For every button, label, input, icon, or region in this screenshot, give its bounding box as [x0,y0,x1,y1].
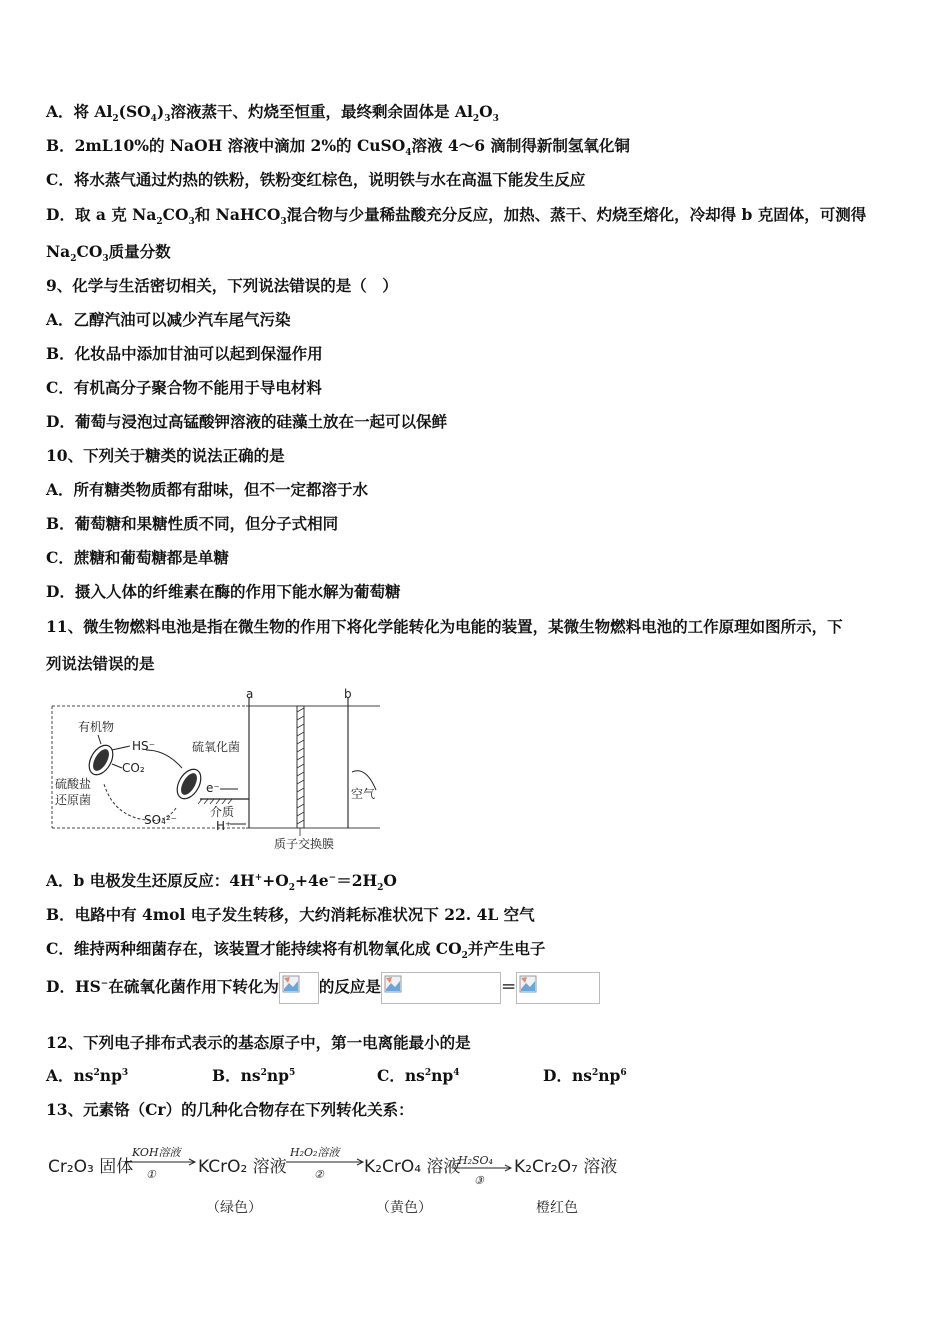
q8-option-c: C．将水蒸气通过灼热的铁粉，铁粉变红棕色，说明铁与水在高温下能发生反应 [46,170,586,189]
air-label: 空气 [351,787,376,801]
q9-option-c: C．有机高分子聚合物不能用于导电材料 [46,378,322,397]
hs-label: HS⁻ [132,739,155,753]
q12-option-d: D．$ns^2np^6$ [543,1066,627,1085]
q11-option-a: A．b 电极发生还原反应：$4H^++O_2+4e^-=2H_2O$ [46,871,397,894]
reagent-koh: KOH溶液 [132,1146,181,1159]
medium-label: 介质 [210,805,235,819]
q10-option-a: A．所有糖类物质都有甜味，但不一定都溶于水 [46,480,369,499]
q10-stem: 10、下列关于糖类的说法正确的是 [46,446,285,465]
q10-option-c: C．蔗糖和葡萄糖都是单糖 [46,548,229,567]
step-2-label: ② [314,1168,324,1181]
electrode-a-label: a [246,688,254,701]
q11-option-b: B．电路中有 4mol 电子发生转移，大约消耗标准状况下 22. 4L 空气 [46,905,535,924]
color-orange-red: 橙红色 [536,1200,578,1216]
sulfur-oxidizer-label: 硫氧化菌 [192,740,241,754]
q12-stem: 12、下列电子排布式表示的基态原子中，第一电离能最小的是 [46,1033,471,1052]
species-kcro2: KCrO₂ 溶液 [198,1157,287,1177]
q9-option-b: B．化妆品中添加甘油可以起到保湿作用 [46,344,323,363]
color-green: （绿色） [206,1200,262,1216]
sulfate-reducer-label-2: 还原菌 [55,793,92,807]
co2-label: CO₂ [122,761,145,775]
q9-stem: 9、化学与生活密切相关，下列说法错误的是（ ） [46,276,398,295]
reagent-h2o2: H₂O₂溶液 [290,1146,340,1159]
q8-option-d-line2: $Na_2CO_3$质量分数 [46,242,171,265]
color-yellow: （黄色） [376,1200,432,1216]
q9-option-a: A．乙醇汽油可以减少汽车尾气污染 [46,310,291,329]
h-plus-label: H⁺ [216,819,232,833]
q12-option-b: B．$ns^2np^5$ [212,1066,296,1085]
species-cr2o3: Cr₂O₃ 固体 [48,1157,134,1177]
species-k2cr2o7: K₂Cr₂O₇ 溶液 [514,1157,618,1177]
chromium-conversion-scheme [46,1142,626,1226]
broken-image-icon [516,972,600,1004]
q9-option-d: D．葡萄与浸泡过高锰酸钾溶液的硅藻土放在一起可以保鲜 [46,412,447,431]
q8-option-d: D．取 a 克 $Na_2CO_3$和 NaHCO$_3$混合物与少量稀盐酸充分反应，加热、蒸干、灼烧至熔化，冷却得 b 克固体，可测得 [46,205,867,228]
q13-stem: 13、元素铬（Cr）的几种化合物存在下列转化关系： [46,1100,414,1119]
step-3-label: ③ [474,1174,484,1187]
electrode-b-label: b [344,688,352,701]
sulfate-reducer-label-1: 硫酸盐 [55,777,92,791]
reagent-h2so4: H₂SO₄ [458,1154,493,1167]
q10-option-b: B．葡萄糖和果糖性质不同，但分子式相同 [46,514,339,533]
q11-option-c: C．维持两种细菌存在，该装置才能持续将有机物氧化成 $CO_2$并产生电子 [46,939,546,962]
broken-image-icon [381,972,501,1004]
q11-stem-line2: 列说法错误的是 [46,654,155,673]
q8-option-b: B．2mL10%的 NaOH 溶液中滴加 2%的 CuSO$_4$溶液 4～6 滴制得新制氢氧化铜 [46,136,630,159]
membrane-label: 质子交换膜 [274,837,335,851]
q10-option-d: D．摄入人体的纤维素在酶的作用下能水解为葡萄糖 [46,582,401,601]
electron-label: e⁻ [206,781,220,795]
species-k2cro4: K₂CrO₄ 溶液 [364,1157,461,1177]
q8-option-a: A．将 $Al_2(SO_4)_3$溶液蒸干、灼烧至恒重，最终剩余固体是 $Al_2O_3$ [46,102,499,125]
q11-stem-line1: 11、微生物燃料电池是指在微生物的作用下将化学能转化为电能的装置，某微生物燃料电池的工作原理如图所示，下 [46,617,843,636]
sulfate-label: SO₄²⁻ [144,813,178,827]
organic-matter-label: 有机物 [78,720,115,734]
broken-image-icon [279,972,319,1004]
q11-option-d: D．HS−在硫氧化菌作用下转化为 的反应是 ＝ [46,972,600,1004]
step-1-label: ① [146,1168,156,1181]
fuel-cell-diagram [46,688,386,857]
q12-option-a: A．$ns^2np^3$ [46,1066,129,1085]
q12-option-c: C．$ns^2np^4$ [377,1066,460,1085]
